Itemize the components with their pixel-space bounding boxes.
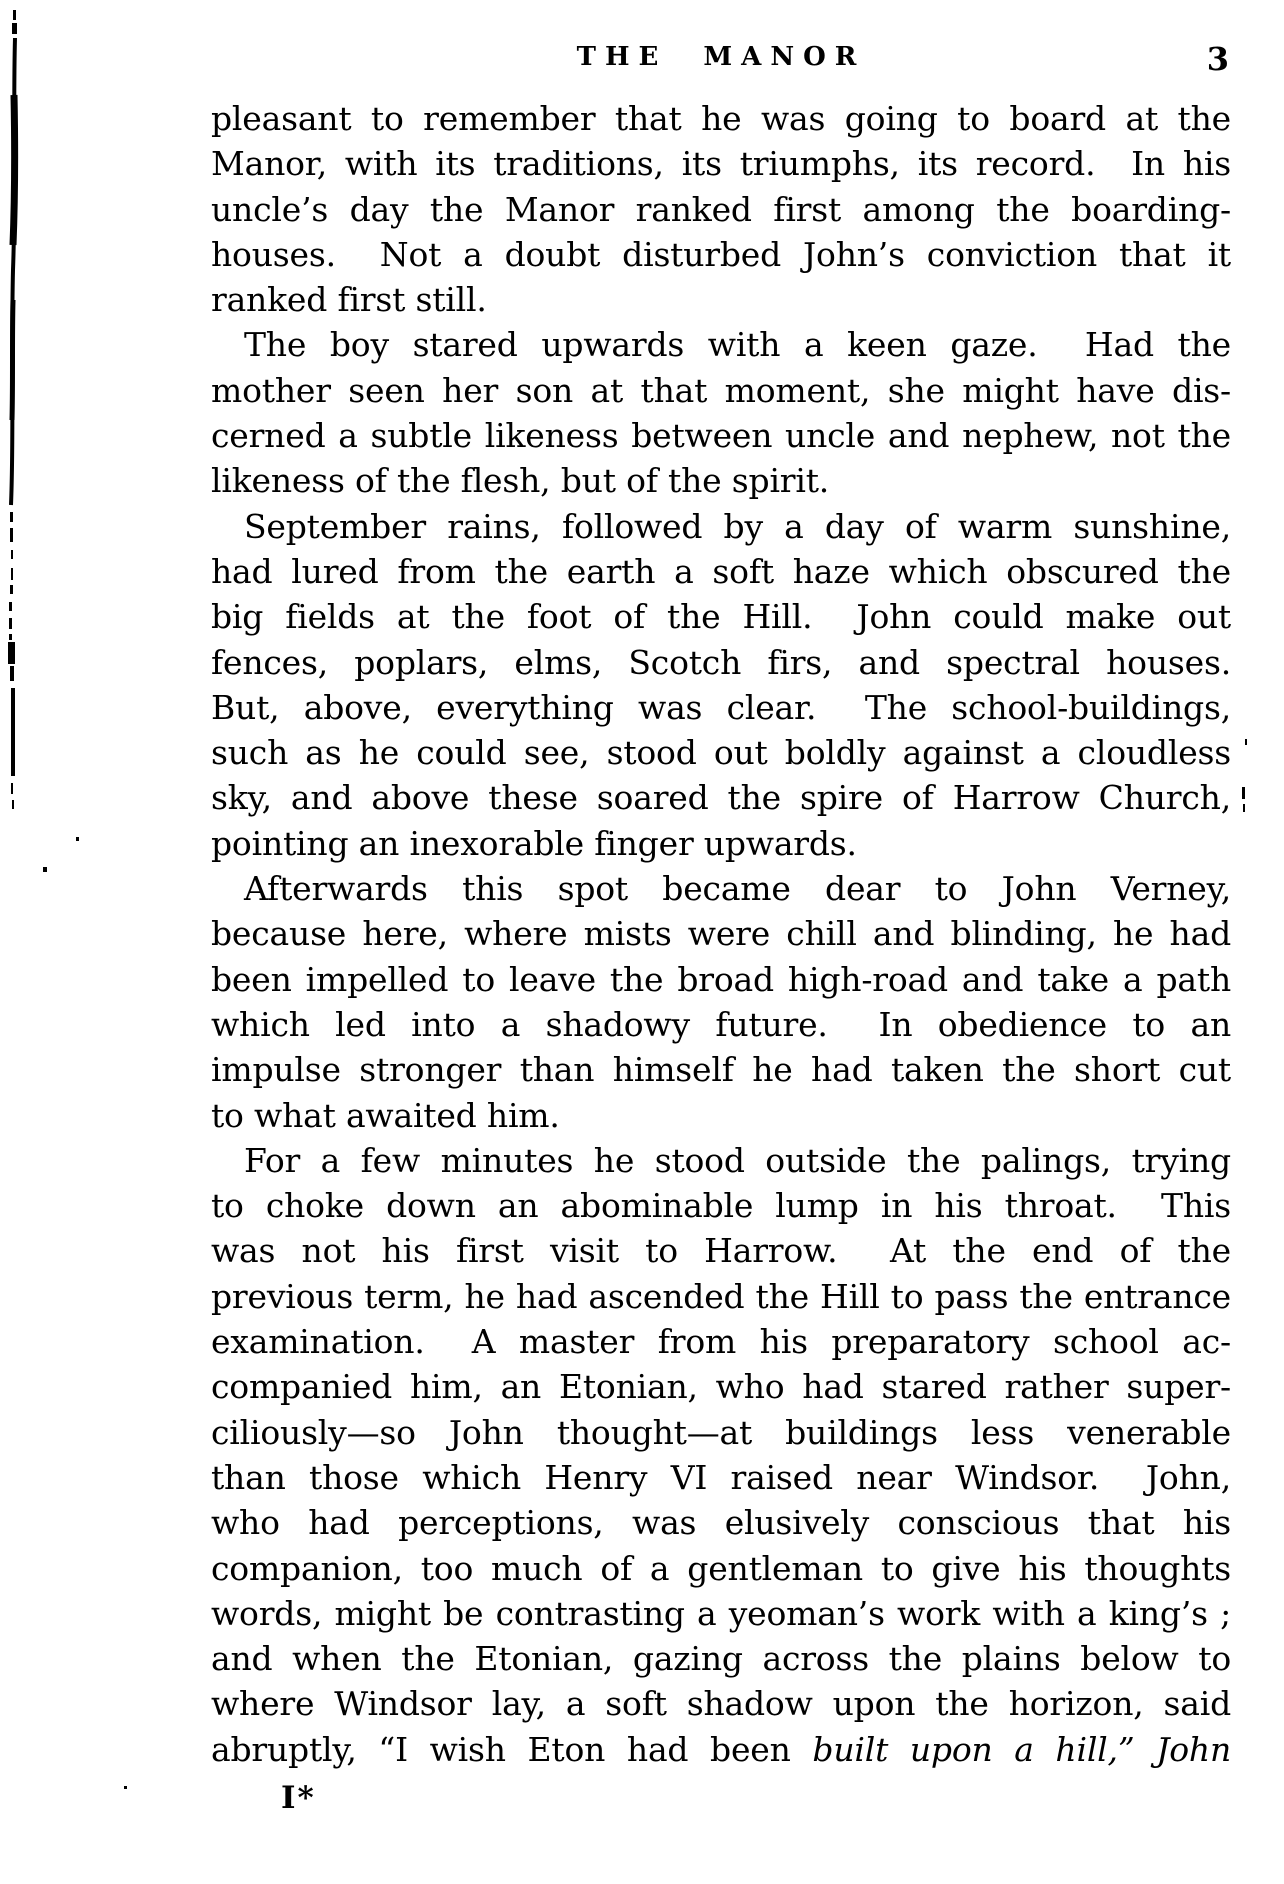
text-line: previous term, he had ascended the Hill to pass the entrance [211, 1276, 1231, 1316]
text-line: companied him, an Etonian, who had stared rather super- [211, 1367, 1231, 1407]
text-line: Manor, with its traditions, its triumphs, its record. In his [211, 144, 1231, 184]
text-line: mother seen her son at that moment, she might have dis- [211, 370, 1231, 410]
text-line: ciliously—so John thought—at buildings less venerable [211, 1412, 1231, 1452]
signature-mark: I* [281, 1780, 316, 1816]
text-line: than those which Henry VI raised near Windsor. John, [211, 1457, 1231, 1497]
text-line: sky, and above these soared the spire of Harrow Church, [211, 778, 1231, 818]
text-line: The boy stared upwards with a keen gaze. Had the [244, 325, 1231, 365]
text-line: fences, poplars, elms, Scotch firs, and spectral houses. [211, 642, 1231, 682]
text-line: pointing an inexorable finger upwards. [211, 823, 857, 863]
page-title: THE MANOR [576, 42, 866, 72]
text-line: likeness of the flesh, but of the spirit. [211, 461, 830, 501]
text-line: houses. Not a doubt disturbed John’s conviction that it [211, 234, 1231, 274]
text-line: For a few minutes he stood outside the palings, trying [244, 1140, 1231, 1180]
body-text [211, 96, 1231, 1772]
text-line: big fields at the foot of the Hill. John could make out [211, 597, 1231, 637]
text-line: where Windsor lay, a soft shadow upon the horizon, said [211, 1684, 1231, 1724]
text-line: Afterwards this spot became dear to John Verney, [244, 869, 1231, 909]
text-line: been impelled to leave the broad high-road and take a path [211, 959, 1231, 999]
text-line: companion, too much of a gentleman to give his thoughts [211, 1548, 1231, 1588]
text-line: and when the Etonian, gazing across the plains below to [211, 1639, 1231, 1679]
text-line: to what awaited him. [211, 1095, 560, 1135]
page-number: 3 [1206, 40, 1229, 78]
text-line: had lured from the earth a soft haze which obscured the [211, 551, 1231, 591]
text-line: September rains, followed by a day of warm sunshine, [244, 506, 1231, 546]
text-line: abruptly, “I wish Eton had been built upon a hill,” John [211, 1729, 1231, 1769]
text-line: ranked first still. [211, 280, 487, 320]
running-header [211, 38, 1231, 80]
text-line: words, might be contrasting a yeoman’s work with a king’s ; [211, 1593, 1231, 1633]
text-line: was not his first visit to Harrow. At the end of the [211, 1231, 1231, 1271]
text-line: uncle’s day the Manor ranked first among the boarding- [211, 189, 1231, 229]
text-line: because here, where mists were chill and blinding, he had [211, 914, 1231, 954]
text-line: pleasant to remember that he was going to board at the [211, 99, 1231, 138]
text-line: examination. A master from his preparatory school ac- [211, 1322, 1231, 1362]
text-line: to choke down an abominable lump in his throat. This [211, 1186, 1231, 1226]
text-line: impulse stronger than himself he had taken the short cut [211, 1050, 1231, 1090]
text-line: such as he could see, stood out boldly against a cloudless [211, 733, 1231, 773]
text-line: cerned a subtle likeness between uncle and nephew, not the [211, 416, 1231, 456]
text-line: But, above, everything was clear. The school-buildings, [211, 687, 1231, 727]
text-line: who had perceptions, was elusively conscious that his [211, 1503, 1231, 1543]
text-line: which led into a shadowy future. In obedience to an [211, 1004, 1231, 1044]
